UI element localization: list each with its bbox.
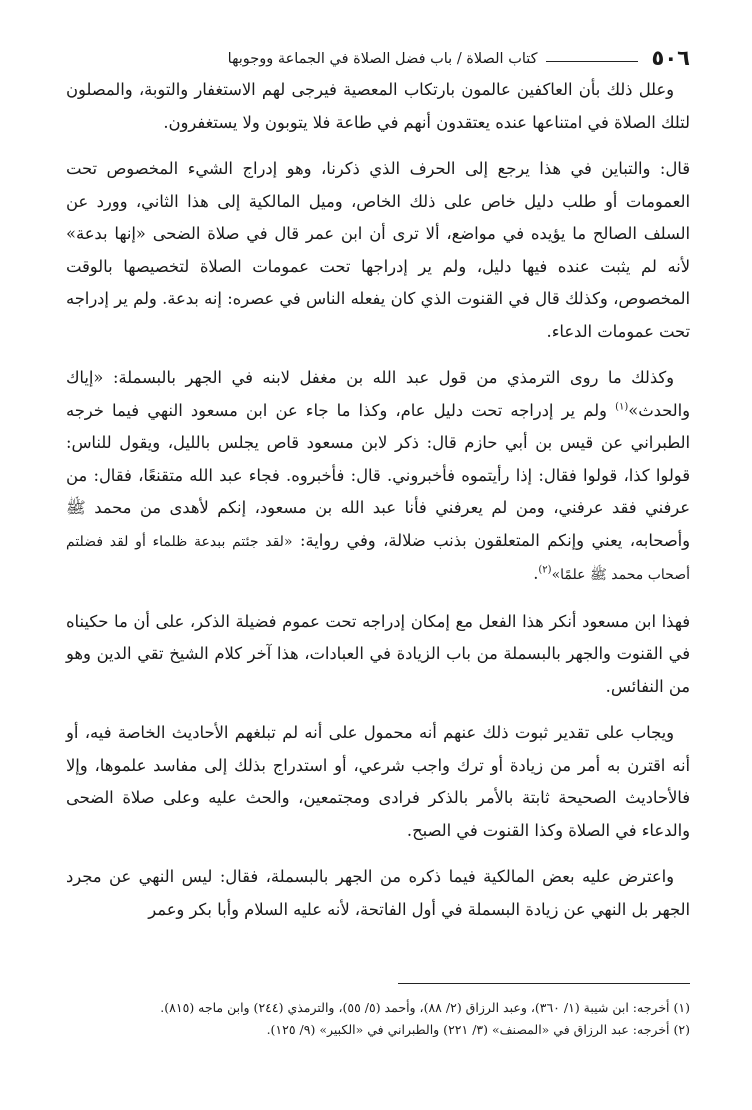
- paragraph-end: .: [533, 564, 539, 583]
- paragraph-6: [66, 861, 690, 926]
- footnote-2: (٢) أخرجه: عبد الرزاق في «المصنف» (٣/ ٢٢١) والطبراني في «الكبير» (٩/ ١٢٥).: [266, 1022, 690, 1037]
- paragraph-text: فهذا ابن مسعود أنكر هذا الفعل مع إمكان إدراجه تحت عموم فضيلة الذكر، على أن ما حكيناه في القنوت والجهر بالبسملة من باب الزيادة في العبادات، هذا آخر كلام الشيخ تقي الدين وهو من النفائس.: [66, 611, 690, 696]
- paragraph-text: ويجاب على تقدير ثبوت ذلك عنهم أنه محمول على أنه لم تبلغهم الأحاديث الخاصة فيه، أو أنه اقترن به أمر من زيادة أو ترك واجب شرعي، أو استدراج بذلك إلى مفاسد علموها، وإلا فالأحاديث الصحيحة ثابتة بالأمر بالذكر فرادى ومجتمعين، والحث عليه وعلى صلاة الضحى والدعاء في الصلاة وكذا القنوت في الصبح.: [66, 723, 690, 840]
- footnote-marker-2[interactable]: (٢): [538, 564, 552, 576]
- paragraph-text: وعلل ذلك بأن العاكفين عالمون بارتكاب المعصية فيرجى لهم الاستغفار والتوبة، والمصلون لتلك الصلاة في امتناعها عنده يعتقدون أنهم في طاعة فلا يتوبون ولا يستغفرون.: [66, 80, 690, 132]
- page-header: [66, 36, 690, 70]
- header-rule: [546, 61, 638, 62]
- paragraph-text: وكذلك ما روى الترمذي من قول عبد الله بن مغفل لابنه في الجهر بالبسملة: «إياك والحدث»: [66, 368, 690, 420]
- paragraph-5: [66, 717, 690, 847]
- footnotes: [66, 997, 690, 1041]
- body-text: [66, 74, 690, 926]
- running-head: كتاب الصلاة / باب فضل الصلاة في الجماعة ووجوبها: [227, 51, 538, 67]
- paragraph-4: [66, 606, 690, 704]
- paragraph-text: واعترض عليه بعض المالكية فيما ذكره من الجهر بالبسملة، فقال: ليس النهي عن مجرد الجهر بل النهي عن زيادة البسملة في أول الفاتحة، لأنه عليه السلام وأبا بكر وعمر: [66, 867, 690, 919]
- footnote-rule: [398, 983, 690, 984]
- paragraph-1: [66, 74, 690, 139]
- quoted-variant: «لقد جئتم ببدعة ظلماء أو لقد فضلتم أصحاب محمد ﷺ علمًا»: [66, 533, 690, 583]
- paragraph-2: [66, 153, 690, 348]
- paragraph-text: ولم ير إدراجه تحت دليل عام، وكذا ما جاء عن ابن مسعود النهي فيما خرجه الطبراني عن قيس بن أبي حازم قال: ذكر لابن مسعود قاص يجلس بالليل، ويقول للناس: قولوا كذا، قولوا فقال: إذا رأيتموه فأخبروني. قال: فأخبروه. فجاء عبد الله متقنعًا، فقال: من عرفني فقد عرفني، ومن لم يعرفني فأنا عبد الله بن مسعود، إنكم لأهدى من محمد ﷺ وأصحابه، يعني وإنكم المتعلقون بذنب ضلالة، وفي رواية:: [66, 400, 690, 550]
- footnote-1: (١) أخرجه: ابن شيبة (١/ ٣٦٠)، وعبد الرزاق (٢/ ٨٨)، وأحمد (٥/ ٥٥)، والترمذي (٢٤٤) وابن ماجه (٨١٥).: [160, 1000, 690, 1015]
- paragraph-3: [66, 362, 690, 592]
- page-number: ٥٠٦: [651, 46, 690, 70]
- paragraph-text: قال: والتباين في هذا يرجع إلى الحرف الذي ذكرنا، وهو إدراج الشيء المخصوص تحت العمومات أو طلب دليل خاص على ذلك الخاص، وميل المالكية إلى هذا الثاني، وورد عن السلف الصالح ما يؤيده في مواضع، ألا ترى أن ابن عمر قال في صلاة الضحى «إنها بدعة» لأنه لم يثبت عنده فيها دليل، ولم ير إدراجها تحت عمومات الصلاة لتخصيصها بالوقت المخصوص، وكذلك قال في القنوت الذي كان يفعله الناس في عصره: إنه بدعة. ولم ير إدراجه تحت عمومات الدعاء.: [66, 159, 690, 341]
- footnote-marker-1[interactable]: (١): [615, 401, 629, 413]
